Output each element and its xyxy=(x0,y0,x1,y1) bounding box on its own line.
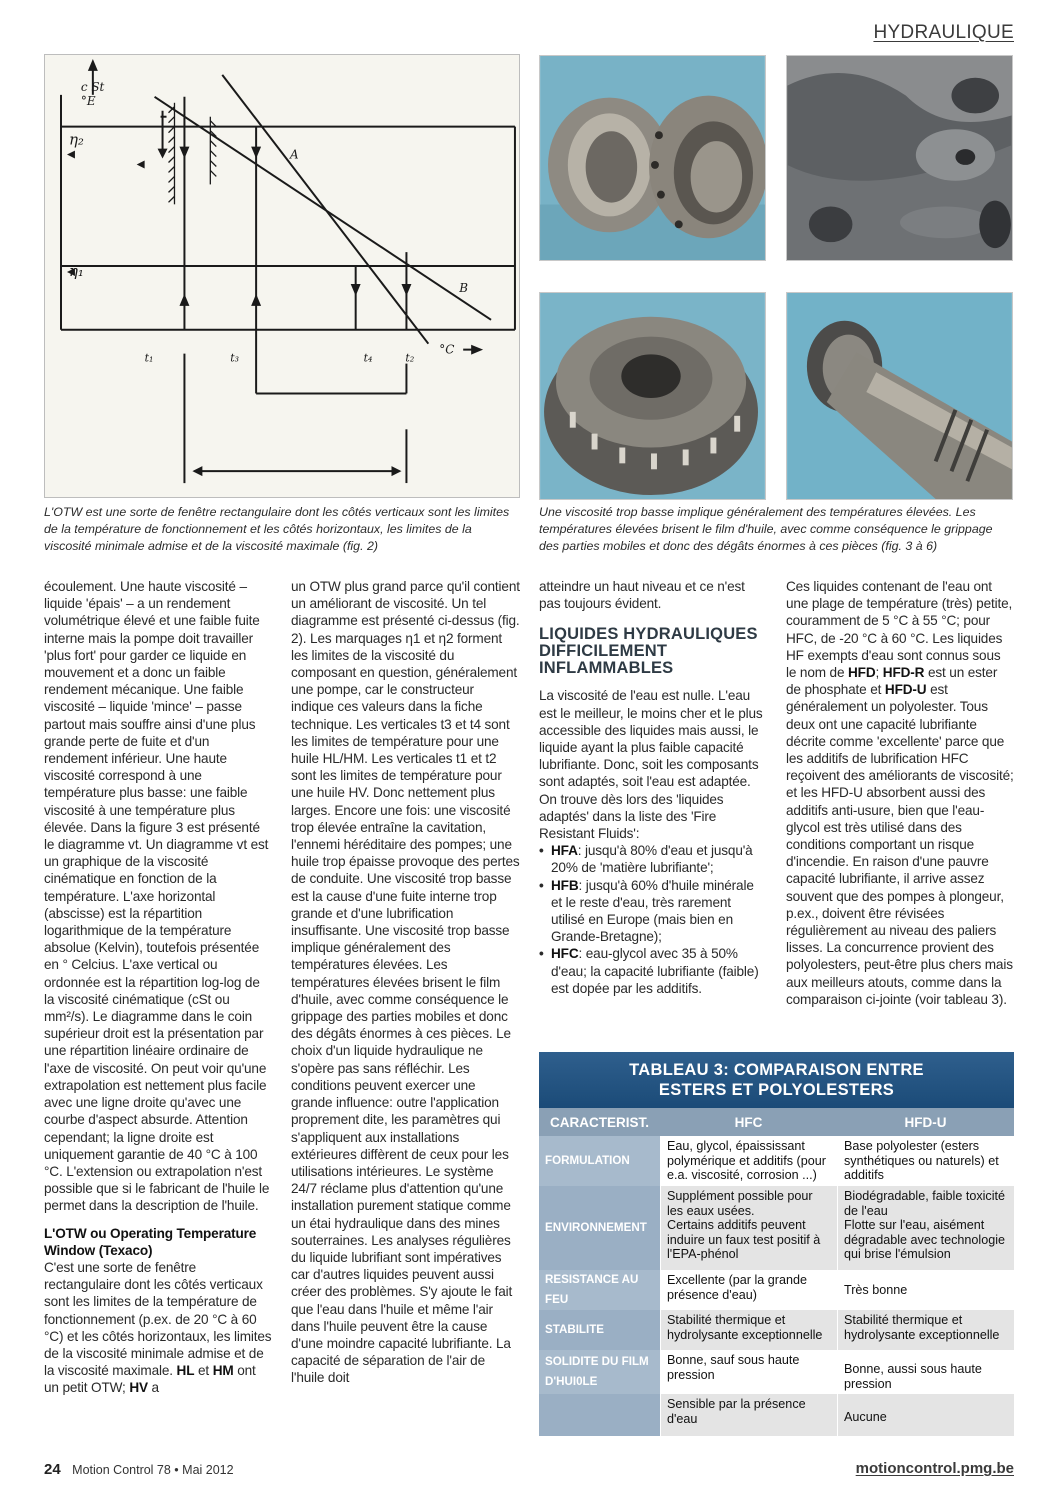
col1-subheading-otw: L'OTW ou Operating Temperature Window (Texaco) xyxy=(44,1225,257,1258)
cell-hfdu: Aucune xyxy=(837,1394,1014,1436)
col1-term-hv: HV xyxy=(129,1380,148,1396)
col4-paragraph-1 xyxy=(786,578,1014,1008)
photos-caption: Une viscosité trop basse implique généralement des températures élevées. Les températures élevées brisent le film d'huile, avec comme conséquence le grippage des parties mobiles et donc des dégâts énormes à ces pièces (fig. 3 à 6) xyxy=(539,505,993,553)
table-row xyxy=(539,1136,1014,1186)
t4-label: t₄ xyxy=(363,351,373,365)
y-unit-degE: °E xyxy=(80,93,96,108)
table-row xyxy=(539,1186,1014,1270)
eta2-label: η₂ xyxy=(68,130,84,149)
col1-p2-text-b: ont un petit OTW; xyxy=(44,1363,256,1396)
bullet-term: HFB xyxy=(551,877,579,893)
col4-semicolon: ; xyxy=(875,665,880,681)
cell-hfc: Eau, glycol, épaississant polymérique et additifs (pour e.a. viscosité, corrosion ...) xyxy=(660,1136,837,1186)
bullet-term: HFC xyxy=(551,946,579,962)
table-header-row xyxy=(539,1108,1014,1136)
list-item xyxy=(539,945,767,997)
table-title-line-1: TABLEAU 3: COMPARAISON ENTRE xyxy=(629,1061,924,1079)
table-title-line-2: ESTERS ET POLYOLESTERS xyxy=(658,1081,895,1099)
figure-caption: L'OTW est une sorte de fenêtre rectangulaire dont les côtés verticaux sont les limites de la température de fonctionnement et les côtés horizontaux, les limites de la viscosité minimale admise et de la viscosité maximale (fig. 2) xyxy=(44,505,510,553)
row-label: SOLIDITE DU FILM D'HUI0LE xyxy=(539,1350,660,1394)
cell-hfc: Sensible par la présence d'eau xyxy=(660,1394,837,1436)
cell-hfdu: Biodégradable, faible toxicité de l'eau Flotte sur l'eau, aisément dégradable avec technologie qui brise l'émulsion xyxy=(837,1186,1014,1270)
cell-hfc: Supplément possible pour les eaux usées. Certains additifs peuvent induire un faux test positif à l'EPA-phénol xyxy=(660,1186,837,1270)
row-label: FORMULATION xyxy=(539,1136,660,1186)
header-caracteristique: CARACTERIST. xyxy=(549,1114,649,1130)
bullet-term: HFA xyxy=(551,843,578,859)
photo-pitted-plate xyxy=(786,55,1013,261)
cell-hfc: Stabilité thermique et hydrolysante exceptionnelle xyxy=(660,1310,837,1350)
otw-diagram xyxy=(44,54,520,498)
header-hfdu: HFD-U xyxy=(904,1114,947,1130)
text-column-4 xyxy=(786,578,1014,1008)
line-b-label: B xyxy=(459,280,468,295)
cell-hfc: Excellente (par la grande présence d'eau) xyxy=(660,1270,837,1310)
col3-section-heading: LIQUIDES HYDRAULIQUES DIFFICILEMENT INFLAMMABLES xyxy=(539,625,758,678)
row-label: STABILITE xyxy=(539,1310,660,1350)
col4-term-hfdu: HFD-U xyxy=(884,682,927,698)
comparison-table xyxy=(539,1052,1014,1436)
col1-paragraph-1: écoulement. Une haute viscosité – liquide 'épais' – a un rendement volumétrique élevé et une faible fuite interne mais la pompe doit travailler 'plus fort' pour garder ce liquide en mouvement et a donc un faible rendement mécanique. Une faible viscosité – liquide 'mince' – passe partout mais souffre ainsi d'une plus grande perte de fuite et d'un rendement inférieur. Une haute viscosité correspond à une température plus basse: une faible viscosité à une température plus élevée. Dans la figure 3 est présenté le diagramme vt. Un diagramme vt est un graphique de la viscosité cinématique en fonction de la température. L'axe horizontal (abscisse) est la répartition logarithmique de la température absolue (Kelvin), toutefois présentée en ° Celcius. L'axe vertical ou ordonnée est la répartition log-log de la viscosité cinématique (cSt ou mm²/s). Le diagramme dans le coin supérieur droit est la présentation par une répartition linéaire ordinaire de l'axe de viscosité. On peut voir qu'une extrapolation est nettement plus facile avec une ligne droite qu'avec une courbe d'aspect absurde. Attention cependant; la ligne droite est uniquement garantie de 40 °C à 100 °C. L'extension ou extrapolation n'est possible que si le fabricant de l'huile le permet dans la description de l'huile. xyxy=(44,579,270,1214)
seized-shaft-photo-icon xyxy=(787,293,1012,499)
col1-p2-text-c: a xyxy=(151,1380,159,1396)
photo-seized-shaft xyxy=(786,292,1013,500)
header-hfc: HFC xyxy=(734,1114,763,1130)
photo-bearing-rings xyxy=(539,55,766,261)
damaged-rotor-photo-icon xyxy=(540,293,765,499)
table-row xyxy=(539,1394,1014,1436)
t3-label: t₃ xyxy=(230,351,240,365)
col4-term-hfd: HFD xyxy=(848,665,876,681)
fluid-type-list xyxy=(539,842,767,997)
photo-damaged-rotor xyxy=(539,292,766,500)
pitted-plate-photo-icon xyxy=(787,56,1012,260)
cell-hfdu: Bonne, aussi sous haute pression xyxy=(837,1350,1014,1394)
text-column-3 xyxy=(539,578,767,997)
col3-paragraph-2: La viscosité de l'eau est nulle. L'eau est le meilleur, le moins cher et le plus accessible des liquides mais aussi, le liquide ayant la plus faible capacité lubrifiante. Donc, soit les composants sont adaptés, soit l'eau est adaptée. On trouve dès lors des 'liquides adaptés' dans la liste des 'Fire Resistant Fluids': xyxy=(539,688,763,842)
col4-term-hfdr: HFD-R xyxy=(882,665,925,681)
cell-hfc: Bonne, sauf sous haute pression xyxy=(660,1350,837,1394)
list-item xyxy=(539,877,767,946)
col1-term-hm: HM xyxy=(212,1363,234,1379)
bullet-text: : jusqu'à 80% d'eau et jusqu'à 20% de 'matière lubrifiante'; xyxy=(551,843,753,876)
line-a-label: A xyxy=(289,147,299,162)
col1-p2-et: et xyxy=(198,1363,210,1379)
row-label: RESISTANCE AU FEU xyxy=(539,1270,660,1310)
table-title xyxy=(539,1052,1014,1108)
list-item xyxy=(539,842,767,876)
table-row xyxy=(539,1270,1014,1310)
eta1-label: η₁ xyxy=(68,262,84,280)
col3-paragraph-1: atteindre un haut niveau et ce n'est pas toujours évident. xyxy=(539,579,745,612)
cell-hfdu: Stabilité thermique et hydrolysante exceptionnelle xyxy=(837,1310,1014,1350)
t2-label: t₂ xyxy=(405,351,415,365)
website-link[interactable]: motioncontrol.pmg.be xyxy=(855,1460,1014,1477)
section-tag: HYDRAULIQUE xyxy=(873,22,1014,43)
col1-term-hl: HL xyxy=(176,1363,195,1379)
publication-info: Motion Control 78 • Mai 2012 xyxy=(72,1463,234,1477)
col1-p2-text-a: C'est une sorte de fenêtre rectangulaire dont les côtés verticaux sont les limites de la température de fonctionnement (p.ex. de 20 °C à 60 °C) et les côtés horizontaux, les limites de la viscosité minimale admise et de la viscosité maximale. xyxy=(44,1259,272,1379)
bullet-text: : eau-glycol avec 35 à 50% d'eau; la capacité lubrifiante (faible) est dopée par les additifs. xyxy=(551,946,759,996)
page-number: 24 xyxy=(44,1461,61,1478)
text-column-2 xyxy=(291,578,520,1387)
table-row xyxy=(539,1310,1014,1350)
t1-label: t₁ xyxy=(144,351,154,365)
row-label: ENVIRONNEMENT xyxy=(539,1186,660,1270)
page-footer xyxy=(44,1461,234,1478)
bullet-text: : jusqu'à 60% d'huile minérale et le reste d'eau, très rarement utilisé en Europe (mais bien en Grande-Bretagne); xyxy=(551,877,754,945)
row-label xyxy=(539,1394,660,1436)
bearing-rings-photo-icon xyxy=(540,56,765,260)
text-column-1 xyxy=(44,578,272,1397)
table-row xyxy=(539,1350,1014,1394)
otw-diagram-svg xyxy=(45,55,519,497)
col2-paragraph-1: un OTW plus grand parce qu'il contient un améliorant de viscosité. Un tel diagramme est présenté ci-dessus (fig. 2). Les marquages η1 et η2 forment les limites de la viscosité du composant en question, généralement une pompe, car le constructeur indique ces valeurs dans la fiche technique. Les verticales t3 et t4 sont les limites de température pour une huile HL/HM. Les verticales t1 et t2 sont les limites de température pour une huile HV. Donc nettement plus larges. Encore une fois: une viscosité trop élevée entraîne la cavitation, l'ennemi héréditaire des pompes; une huile trop épaisse provoque des pertes de conduite. Une viscosité trop basse est la cause d'une fuite interne trop grande et d'une lubrification insuffisante. Une viscosité trop basse implique généralement des températures élevées. Les températures élevées brisent le film d'huile, avec comme conséquence le grippage des parties mobiles et donc des dégâts énormes à ces pièces. Le choix d'un liquide hydraulique ne s'opère pas sans réfléchir. Les conditions peuvent exercer une grande influence: outre l'application proprement dite, les paramètres qui s'appliquent aux installations extérieures diffèrent de ceux pour les utilisations intérieures. Le système 24/7 réclame plus d'attention qu'une installation purement statique comme un étai hydraulique dans des mines souterraines. Les analyses régulières du liquide lubrifiant sont impératives car d'autres liquides peuvent aussi créer des problèmes. S'y ajoute le fait que l'eau dans l'huile et même l'air dans l'huile peuvent être la cause d'une moindre capacité lubrifiante. La capacité de séparation de l'air de l'huile doit xyxy=(291,579,520,1386)
col4-text-c: est généralement un polyolester. Tous deux ont une capacité lubrifiante décrite comme 'excellente' parce que les additifs de lubrification HFC reçoivent des améliorants de viscosité; et les HFD-U absorbent aussi des additifs anti-usure, bien que l'eau-glycol est très utilisé dans des conditions comportant un risque d'incendie. En raison d'une pauvre capacité lubrifiante, il arrive assez souvent que des pompes à plongeur, p.ex., doivent être révisées régulièrement au niveau des paliers lisses. La concurrence provient des polyolesters, peut-être plus chers mais aux meilleurs atouts, comme dans la comparaison ci-jointe (voir tableau 3). xyxy=(786,682,1014,1007)
y-unit-cst: c St xyxy=(80,79,105,94)
cell-hfdu: Base polyolester (esters synthétiques ou naturels) et additifs xyxy=(837,1136,1014,1186)
col4-text-b: est un ester de phosphate et xyxy=(786,665,998,698)
cell-hfdu: Très bonne xyxy=(837,1270,1014,1310)
x-unit-label: °C xyxy=(439,342,455,357)
col4-text-a: Ces liquides contenant de l'eau ont une plage de température (très) petite, couramment de 5 °C à 55 °C; pour HFC, de -20 °C à 60 °C. Les liquides HF exempts d'eau sont connus sous le nom de xyxy=(786,579,1013,681)
col1-paragraph-2 xyxy=(44,1259,272,1397)
